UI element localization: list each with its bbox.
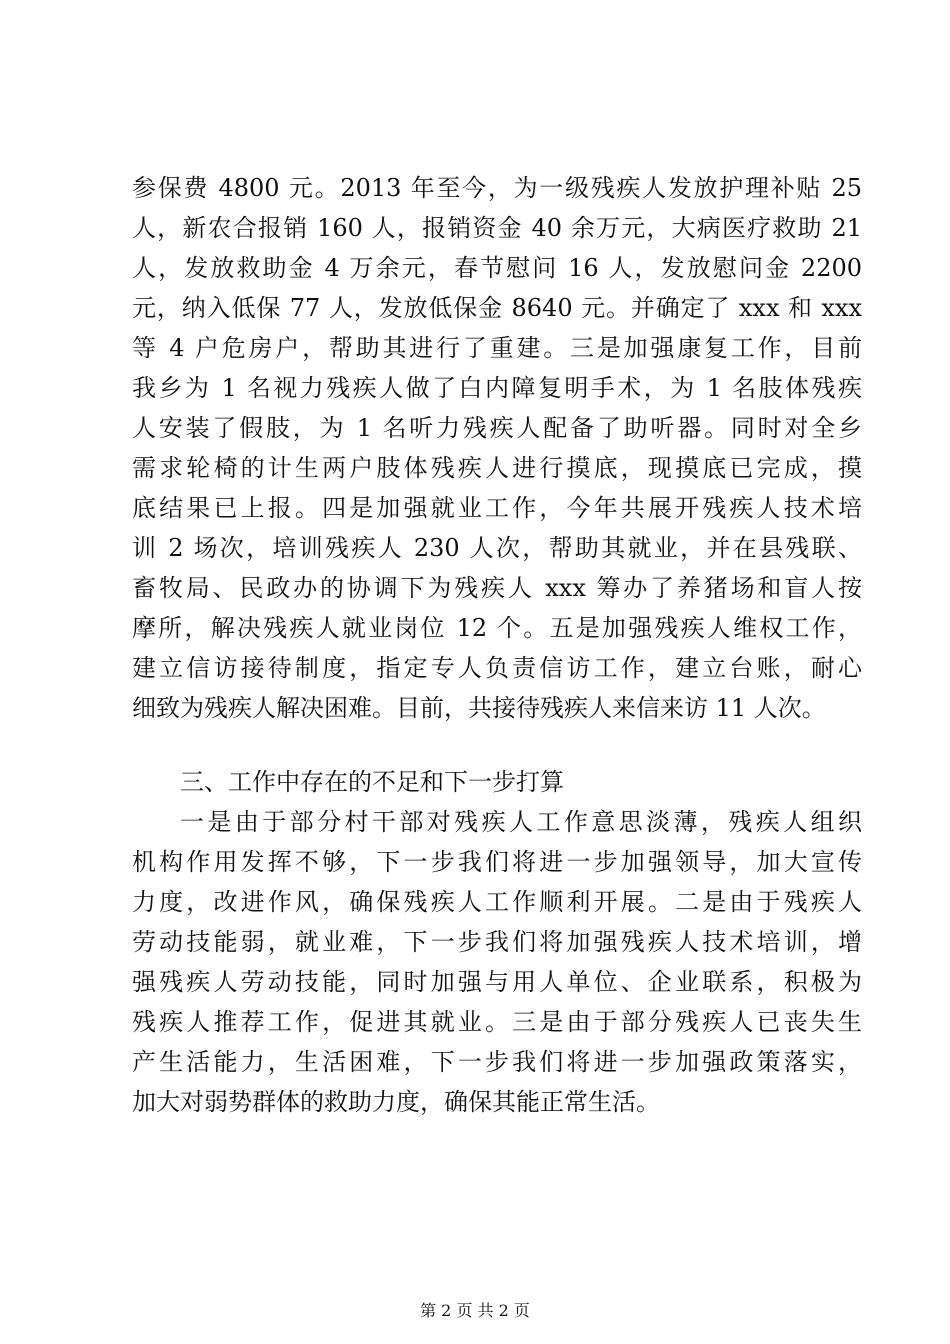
paragraph-line: 机构作用发挥不够，下一步我们将进一步加强领导，加大宣传 <box>132 848 862 876</box>
paragraph-line: 劳动技能弱，就业难，下一步我们将加强残疾人技术培训，增 <box>132 928 862 956</box>
section-heading: 三、工作中存在的不足和下一步打算 <box>180 768 564 796</box>
paragraph-line: 元，纳入低保 77 人，发放低保金 8640 元。并确定了 xxx 和 xxx <box>132 294 862 322</box>
paragraph-line: 产生活能力，生活困难，下一步我们将进一步加强政策落实， <box>132 1048 862 1076</box>
page-footer: 第 2 页 共 2 页 <box>420 1301 530 1320</box>
paragraph-line: 细致为残疾人解决困难。目前，共接待残疾人来信来访 11 人次。 <box>132 694 826 722</box>
paragraph-line: 加大对弱势群体的救助力度，确保其能正常生活。 <box>132 1088 660 1116</box>
paragraph-line: 畜牧局、民政办的协调下为残疾人 xxx 筹办了养猪场和盲人按 <box>132 574 862 602</box>
paragraph-line: 人，发放救助金 4 万余元，春节慰问 16 人，发放慰问金 2200 <box>132 254 862 282</box>
paragraph-line: 一是由于部分村干部对残疾人工作意思淡薄，残疾人组织 <box>180 808 862 836</box>
paragraph-line: 参保费 4800 元。2013 年至今，为一级残疾人发放护理补贴 25 <box>132 174 862 202</box>
paragraph-line: 底结果已上报。四是加强就业工作，今年共展开残疾人技术培 <box>132 494 862 522</box>
paragraph-line: 摩所，解决残疾人就业岗位 12 个。五是加强残疾人维权工作， <box>132 614 862 642</box>
paragraph-line: 等 4 户危房户，帮助其进行了重建。三是加强康复工作，目前 <box>132 334 862 362</box>
paragraph-line: 人安装了假肢，为 1 名听力残疾人配备了助听器。同时对全乡 <box>132 414 862 442</box>
paragraph-line: 力度，改进作风，确保残疾人工作顺利开展。二是由于残疾人 <box>132 888 862 916</box>
paragraph-line: 强残疾人劳动技能，同时加强与用人单位、企业联系，积极为 <box>132 968 862 996</box>
paragraph-line: 人，新农合报销 160 人，报销资金 40 余万元，大病医疗救助 21 <box>132 214 862 242</box>
paragraph-line: 残疾人推荐工作，促进其就业。三是由于部分残疾人已丧失生 <box>132 1008 862 1036</box>
paragraph-line: 需求轮椅的计生两户肢体残疾人进行摸底，现摸底已完成，摸 <box>132 454 862 482</box>
paragraph-line: 训 2 场次，培训残疾人 230 人次，帮助其就业，并在县残联、 <box>132 534 862 562</box>
paragraph-line: 建立信访接待制度，指定专人负责信访工作，建立台账，耐心 <box>132 654 862 682</box>
paragraph-line: 我乡为 1 名视力残疾人做了白内障复明手术，为 1 名肢体残疾 <box>132 374 862 402</box>
